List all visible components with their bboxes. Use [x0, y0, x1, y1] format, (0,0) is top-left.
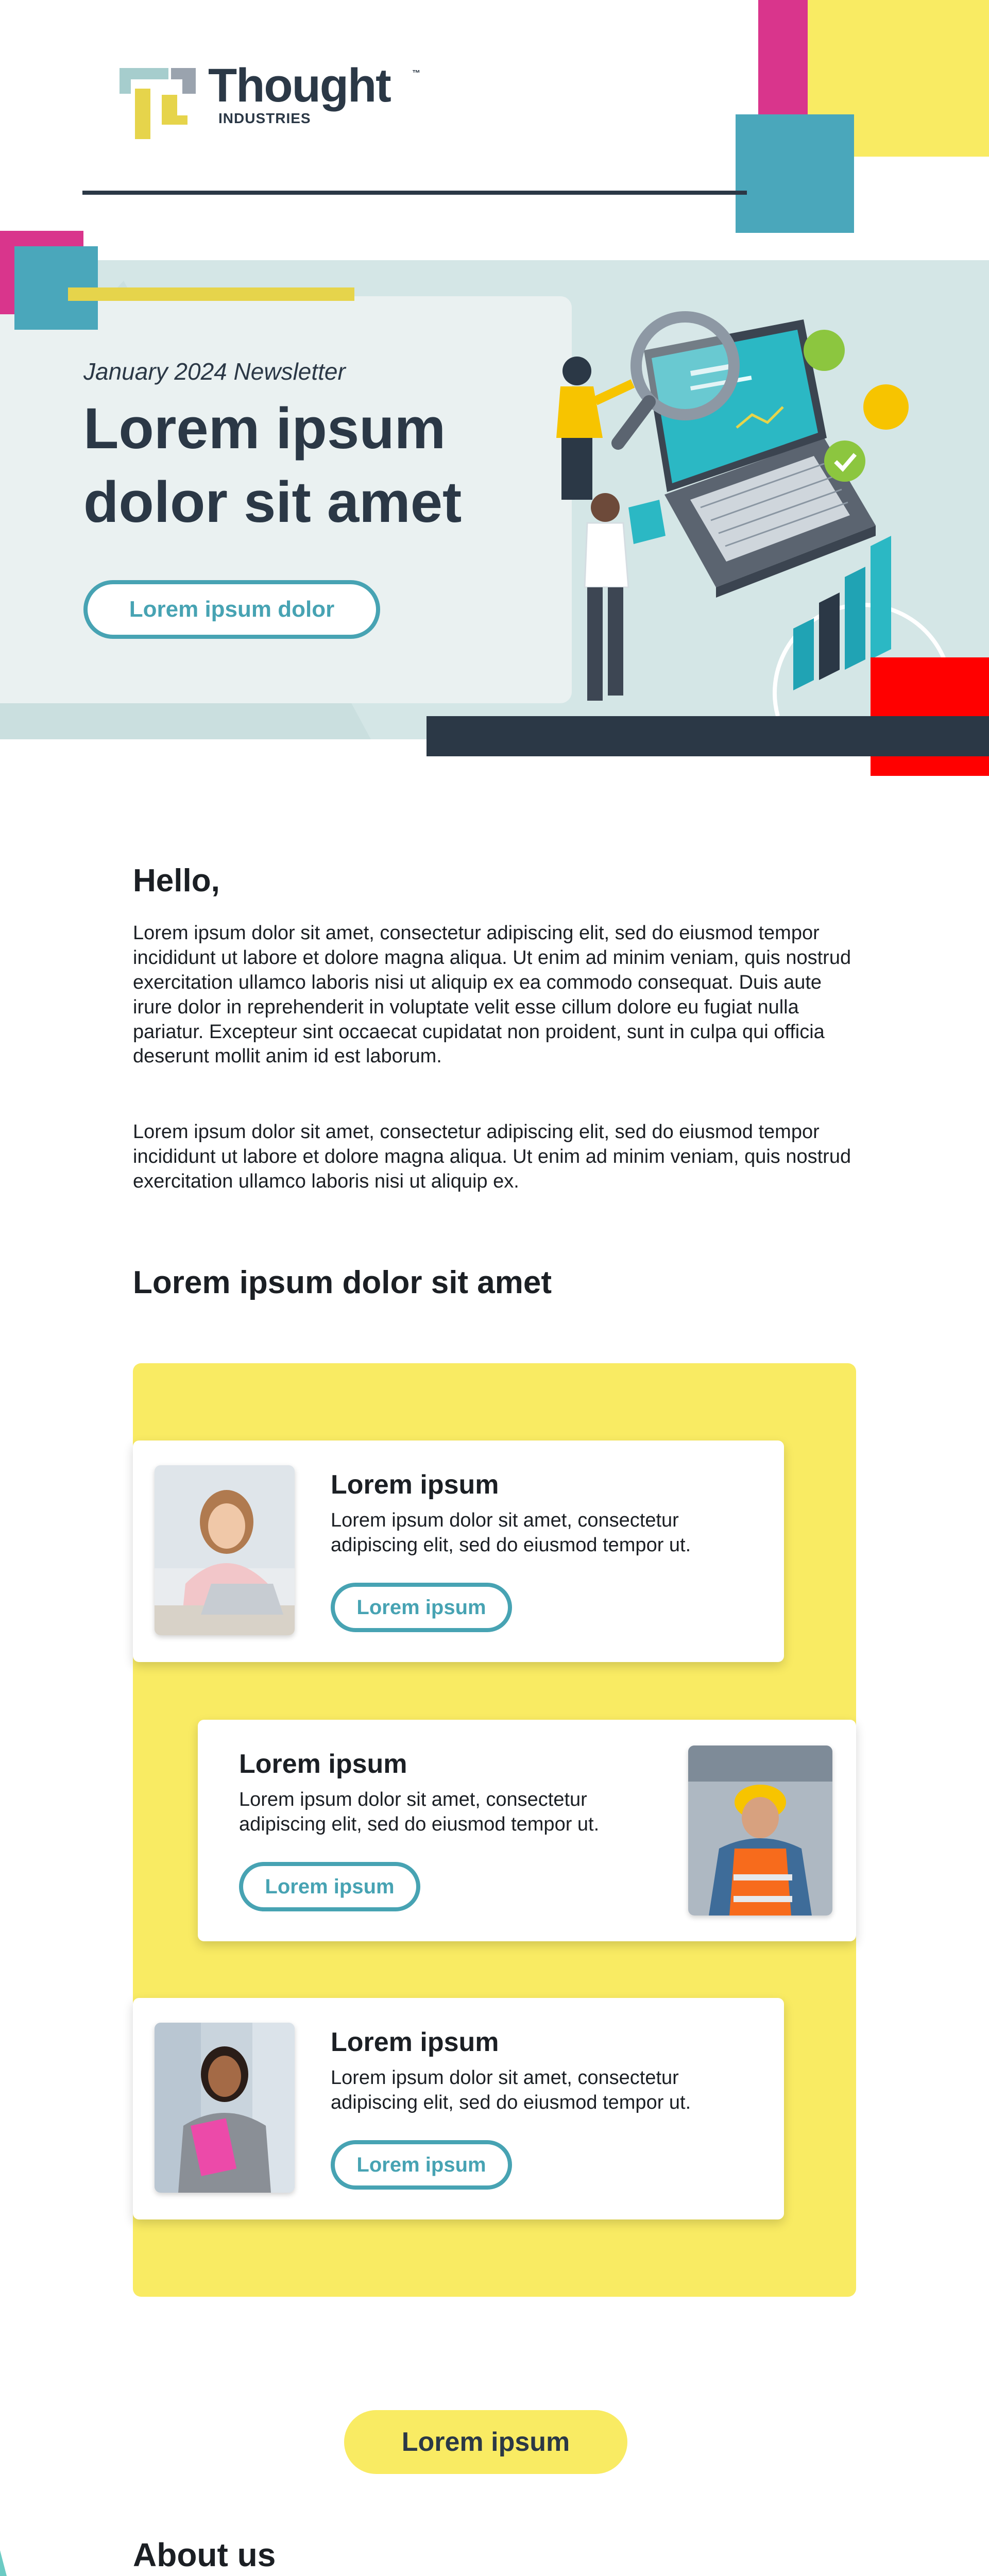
- feature-card-3-text: Lorem ipsum dolor sit amet, consectetur adipiscing elit, sed do eiusmod tempor ut.: [331, 2067, 691, 2113]
- hero-accent-line: [68, 287, 354, 301]
- intro-paragraph-2: Lorem ipsum dolor sit amet, consectetur adipiscing elit, sed do eiusmod tempor incididunt ut labore et dolore magna aliqua. Ut enim ad minim veniam, quis nostrud exercitation ullamco laboris nisi ut aliquip ex.: [133, 1121, 851, 1192]
- construction-worker-photo: [688, 1745, 832, 1916]
- main-cta-button[interactable]: Lorem ipsum: [344, 2410, 627, 2474]
- feature-card-2: [198, 1720, 856, 1941]
- feature-card-2-button[interactable]: Lorem ipsum: [239, 1862, 420, 1911]
- deco-magenta-block: [758, 0, 808, 118]
- feature-card-3-title: Lorem ipsum: [331, 2027, 499, 2057]
- feature-card-1-title: Lorem ipsum: [331, 1470, 499, 1500]
- about-heading: About us: [133, 2536, 276, 2573]
- logo-wordmark: Thought: [208, 59, 390, 112]
- header: [0, 0, 989, 237]
- hero-title: Lorem ipsum dolor sit amet: [83, 396, 462, 535]
- footer-decor-left: [0, 2550, 268, 2576]
- woman-with-folder-photo: [155, 2023, 295, 2193]
- woman-at-laptop-photo: [155, 1465, 295, 1635]
- feature-card-1: [133, 1440, 784, 1662]
- features-heading: Lorem ipsum dolor sit amet: [133, 1265, 552, 1300]
- feature-card-2-title: Lorem ipsum: [239, 1749, 407, 1779]
- greeting: Hello,: [133, 863, 220, 899]
- hero-dark-bar: [427, 716, 989, 756]
- newsletter-date: January 2024 Newsletter: [83, 358, 346, 385]
- logo-trademark: ™: [412, 69, 420, 78]
- thought-industries-logo-icon: [120, 68, 197, 140]
- analytics-illustration: [536, 309, 968, 716]
- feature-card-1-text: Lorem ipsum dolor sit amet, consectetur adipiscing elit, sed do eiusmod tempor ut.: [331, 1510, 691, 1556]
- feature-card-3: [133, 1998, 784, 2219]
- intro-paragraph-1: Lorem ipsum dolor sit amet, consectetur adipiscing elit, sed do eiusmod tempor incididunt ut labore et dolore magna aliqua. Ut enim ad minim veniam, quis nostrud exercitation ullamco laboris nisi ut aliquip ex ea commodo consequat. Duis aute irure dolor in reprehenderit in voluptate velit esse cillum dolore eu fugiat nulla pariatur. Excepteur sint occaecat cupidatat non proident, sunt in culpa qui officia deserunt mollit anim id est laborum.: [133, 922, 851, 1067]
- feature-card-2-text: Lorem ipsum dolor sit amet, consectetur adipiscing elit, sed do eiusmod tempor ut.: [239, 1789, 600, 1835]
- logo-subtitle: INDUSTRIES: [218, 110, 311, 126]
- feature-card-3-button[interactable]: Lorem ipsum: [331, 2140, 512, 2190]
- header-divider: [82, 191, 747, 195]
- feature-card-1-button[interactable]: Lorem ipsum: [331, 1583, 512, 1632]
- hero-cta-button[interactable]: Lorem ipsum dolor: [83, 580, 380, 639]
- deco-teal-block: [736, 114, 854, 233]
